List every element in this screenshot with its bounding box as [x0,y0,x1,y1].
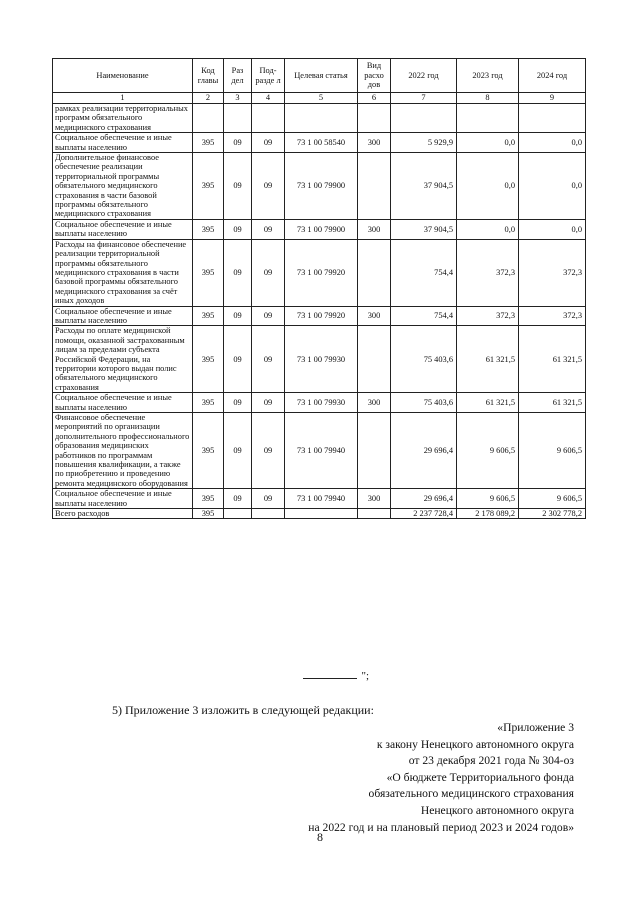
row-2024: 0,0 [519,219,586,239]
row-2024: 0,0 [519,153,586,220]
row-section: 09 [224,393,252,413]
index-cell: 3 [224,93,252,104]
index-cell: 9 [519,93,586,104]
row-2022: 75 403,6 [391,393,457,413]
row-type: 300 [358,219,391,239]
index-cell: 1 [53,93,193,104]
row-2022: 29 696,4 [391,489,457,509]
row-target [285,509,358,519]
row-subsection [252,104,285,133]
row-type [358,239,391,306]
closing-quote: "; [361,670,369,682]
row-code: 395 [193,326,224,393]
row-2024: 0,0 [519,133,586,153]
row-section: 09 [224,219,252,239]
row-target: 73 1 00 79920 [285,306,358,326]
header-subsection: Под-разде л [252,59,285,93]
row-name: Расходы по оплате медицинской помощи, оказанной застрахованным лицам за пределами субъекта Российской Федерации, на территории которого выдан полис обязательного медицинского страхования [53,326,193,393]
appendix-heading [254,720,574,836]
row-target: 73 1 00 79940 [285,413,358,489]
row-2023: 372,3 [457,306,519,326]
row-name: Всего расходов [53,509,193,519]
row-2023: 61 321,5 [457,326,519,393]
row-type [358,104,391,133]
row-2023: 9 606,5 [457,489,519,509]
table-row [53,219,586,239]
row-name: рамках реализации территориальных программ обязательного медицинского страхования [53,104,193,133]
row-2022: 37 904,5 [391,153,457,220]
row-2023: 372,3 [457,239,519,306]
table-row [53,153,586,220]
row-subsection: 09 [252,239,285,306]
row-name: Социальное обеспечение и иные выплаты населению [53,393,193,413]
header-2024: 2024 год [519,59,586,93]
row-type: 300 [358,489,391,509]
row-section [224,104,252,133]
row-target: 73 1 00 58540 [285,133,358,153]
row-2023: 2 178 089,2 [457,509,519,519]
row-2024: 61 321,5 [519,393,586,413]
index-cell: 5 [285,93,358,104]
table-row [53,489,586,509]
row-target [285,104,358,133]
row-type: 300 [358,133,391,153]
header-2022: 2022 год [391,59,457,93]
row-type: 300 [358,393,391,413]
row-target: 73 1 00 79900 [285,153,358,220]
header-name: Наименование [53,59,193,93]
index-cell: 7 [391,93,457,104]
row-subsection: 09 [252,219,285,239]
instruction-text: 5) Приложение 3 изложить в следующей редакции: [112,703,374,717]
row-subsection: 09 [252,133,285,153]
row-2023: 0,0 [457,219,519,239]
row-subsection: 09 [252,326,285,393]
row-target: 73 1 00 79930 [285,326,358,393]
header-code: Код главы [193,59,224,93]
appendix-line: обязательного медицинского страхования [368,787,574,801]
row-section: 09 [224,306,252,326]
index-row [53,93,586,104]
row-code: 395 [193,413,224,489]
row-section: 09 [224,489,252,509]
row-name: Социальное обеспечение и иные выплаты населению [53,489,193,509]
row-2023 [457,104,519,133]
row-target: 73 1 00 79920 [285,239,358,306]
row-2022: 2 237 728,4 [391,509,457,519]
table-body [53,104,586,519]
appendix-line: «Приложение 3 [497,721,574,734]
row-name: Социальное обеспечение и иные выплаты населению [53,219,193,239]
row-name: Социальное обеспечение и иные выплаты населению [53,306,193,326]
row-2024: 61 321,5 [519,326,586,393]
page-number: 8 [317,830,323,844]
row-type [358,326,391,393]
row-subsection: 09 [252,306,285,326]
appendix-line: к закону Ненецкого автономного округа [376,737,574,751]
closing-underline [303,678,357,679]
row-section: 09 [224,133,252,153]
table-row [53,509,586,519]
row-name: Расходы на финансовое обеспечение реализации территориальной программы обязательного медицинского страхования в части базовой программы обязательного медицинского страхования за счёт иных доходов [53,239,193,306]
table-row [53,326,586,393]
row-2022: 5 929,9 [391,133,457,153]
row-2022 [391,104,457,133]
header-2023: 2023 год [457,59,519,93]
appendix-line: «О бюджете Территориального фонда [386,770,574,784]
row-section [224,509,252,519]
table-row [53,104,586,133]
row-2023: 0,0 [457,153,519,220]
row-section: 09 [224,413,252,489]
header-section: Раз дел [224,59,252,93]
table-row [53,413,586,489]
row-type [358,509,391,519]
row-2024: 2 302 778,2 [519,509,586,519]
closing-mark [303,668,369,682]
row-type [358,413,391,489]
budget-table [52,58,586,519]
row-code: 395 [193,133,224,153]
header-type: Вид расхо дов [358,59,391,93]
row-code: 395 [193,509,224,519]
row-code: 395 [193,306,224,326]
row-code: 395 [193,219,224,239]
row-subsection: 09 [252,413,285,489]
row-subsection: 09 [252,153,285,220]
row-2022: 75 403,6 [391,326,457,393]
row-2024: 9 606,5 [519,413,586,489]
table-row [53,306,586,326]
row-2022: 754,4 [391,306,457,326]
row-target: 73 1 00 79930 [285,393,358,413]
row-code: 395 [193,393,224,413]
row-type [358,153,391,220]
index-cell: 4 [252,93,285,104]
index-cell: 8 [457,93,519,104]
row-2024: 372,3 [519,239,586,306]
row-2023: 0,0 [457,133,519,153]
row-2023: 9 606,5 [457,413,519,489]
row-2024: 9 606,5 [519,489,586,509]
row-section: 09 [224,239,252,306]
row-section: 09 [224,326,252,393]
row-name: Социальное обеспечение и иные выплаты населению [53,133,193,153]
row-2024 [519,104,586,133]
row-code: 395 [193,153,224,220]
row-name: Финансовое обеспечение мероприятий по организации дополнительного профессионального образования медицинских работников по программам повышения квалификации, а также по приобретению и проведению ремонта медицинского оборудования [53,413,193,489]
row-target: 73 1 00 79900 [285,219,358,239]
header-target: Целевая статья [285,59,358,93]
index-cell: 2 [193,93,224,104]
row-subsection [252,509,285,519]
row-code [193,104,224,133]
appendix-line: Ненецкого автономного округа [420,803,574,817]
row-2022: 29 696,4 [391,413,457,489]
row-code: 395 [193,239,224,306]
appendix-line: от 23 декабря 2021 года № 304-оз [408,754,574,768]
table-row [53,239,586,306]
index-cell: 6 [358,93,391,104]
appendix-line: на 2022 год и на плановый период 2023 и 2024 годов» [308,820,574,834]
row-name: Дополнительное финансовое обеспечение реализации территориальной программы обязательного медицинского страхования в части базовой программы обязательного медицинского страхования [53,153,193,220]
table-row [53,393,586,413]
row-2023: 61 321,5 [457,393,519,413]
row-type: 300 [358,306,391,326]
row-2022: 754,4 [391,239,457,306]
row-subsection: 09 [252,489,285,509]
table-row [53,133,586,153]
row-code: 395 [193,489,224,509]
row-subsection: 09 [252,393,285,413]
row-section: 09 [224,153,252,220]
header-row [53,59,586,93]
row-2024: 372,3 [519,306,586,326]
row-target: 73 1 00 79940 [285,489,358,509]
row-2022: 37 904,5 [391,219,457,239]
